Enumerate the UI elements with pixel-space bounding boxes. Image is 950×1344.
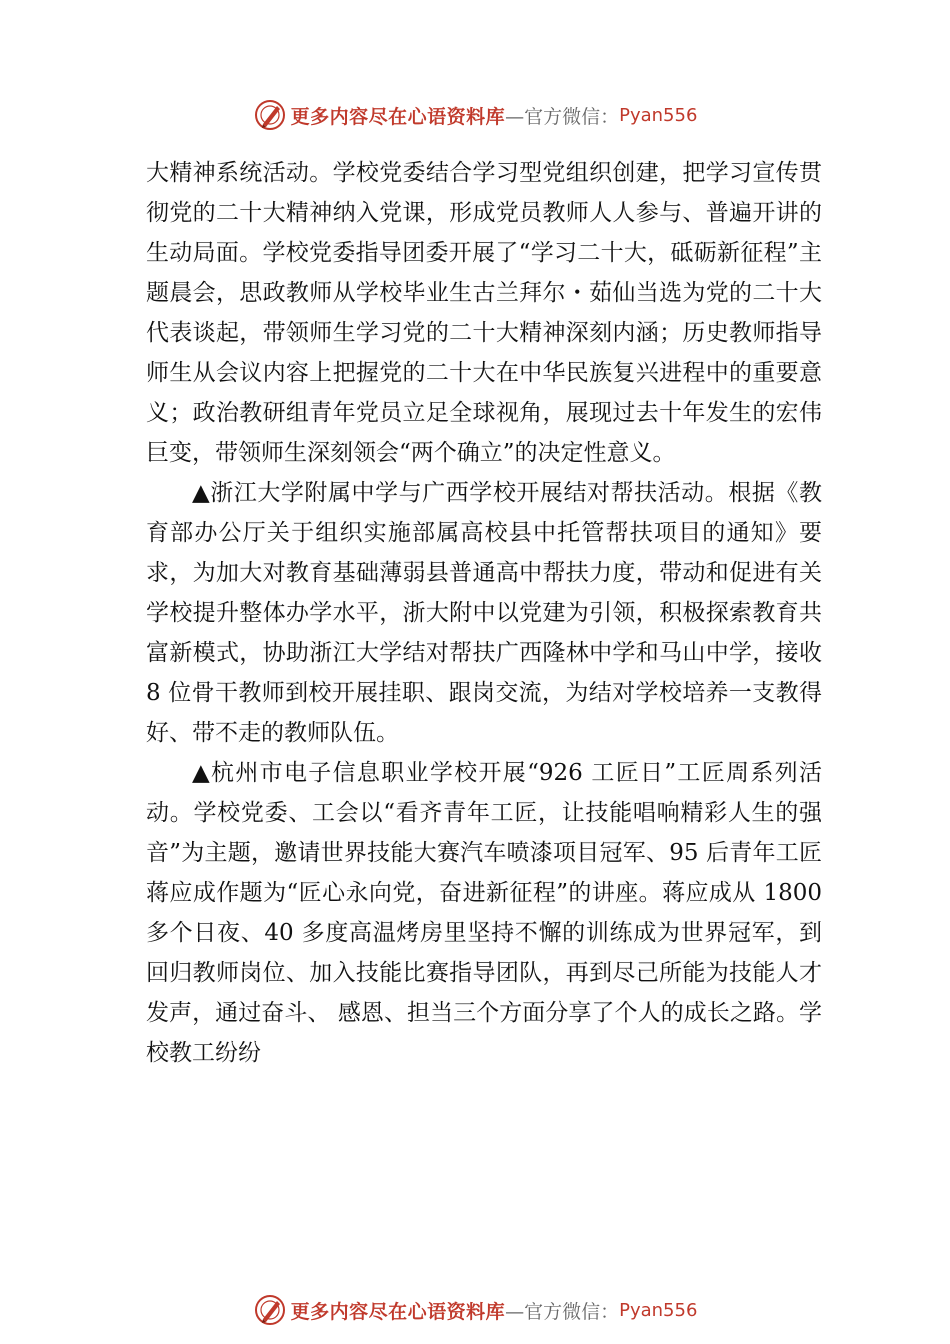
footer-banner xyxy=(0,1290,950,1330)
pen-logo-icon xyxy=(253,98,287,132)
header-banner xyxy=(0,95,950,135)
paragraph-3: ▲杭州市电子信息职业学校开展“926 工匠日”工匠周系列活动。学校党委、工会以“看齐青年工匠，让技能唱响精彩人生的强音”为主题，邀请世界技能大赛汽车喷漆项目冠军、95 后青年工匠蒋应成作题为“匠心永向党，奋进新征程”的讲座。蒋应成从 1800 多个日夜、40 多度高温烤房里坚持不懈的训练成为世界冠军，到回归教师岗位、加入技能比赛指导团队，再到尽己所能为技能人才发声，通过奋斗、 感恩、担当三个方面分享了个人的成长之路。学校教工纷纷 xyxy=(146,760,822,1066)
footer-wechat-id: Pyan556 xyxy=(619,1299,698,1321)
pen-logo-icon xyxy=(253,1293,287,1327)
paragraph-2: ▲浙江大学附属中学与广西学校开展结对帮扶活动。根据《教育部办公厅关于组织实施部属高校县中托管帮扶项目的通知》要求，为加大对教育基础薄弱县普通高中帮扶力度，带动和促进有关学校提升整体办学水平，浙大附中以党建为引领，积极探索教育共富新模式，协助浙江大学结对帮扶广西隆林中学和马山中学，接收 8 位骨干教师到校开展挂职、跟岗交流，为结对学校培养一支教得好、带不走的教师队伍。 xyxy=(146,480,822,746)
document-body xyxy=(146,153,822,1073)
footer-main-text: 更多内容尽在心语资料库 xyxy=(290,1300,506,1323)
header-sub-text: —官方微信： xyxy=(505,105,620,128)
header-main-text: 更多内容尽在心语资料库 xyxy=(290,105,506,128)
header-wechat-id: Pyan556 xyxy=(619,104,698,126)
footer-sub-text: —官方微信： xyxy=(505,1300,620,1323)
paragraph-1: 大精神系统活动。学校党委结合学习型党组织创建，把学习宣传贯彻党的二十大精神纳入党课，形成党员教师人人参与、普遍开讲的生动局面。学校党委指导团委开展了“学习二十大，砥砺新征程”主题晨会，思政教师从学校毕业生古兰拜尔・茹仙当选为党的二十大代表谈起，带领师生学习党的二十大精神深刻内涵；历史教师指导师生从会议内容上把握党的二十大在中华民族复兴进程中的重要意义；政治教研组青年党员立足全球视角，展现过去十年发生的宏伟巨变，带领师生深刻领会“两个确立”的决定性意义。 xyxy=(146,160,822,466)
